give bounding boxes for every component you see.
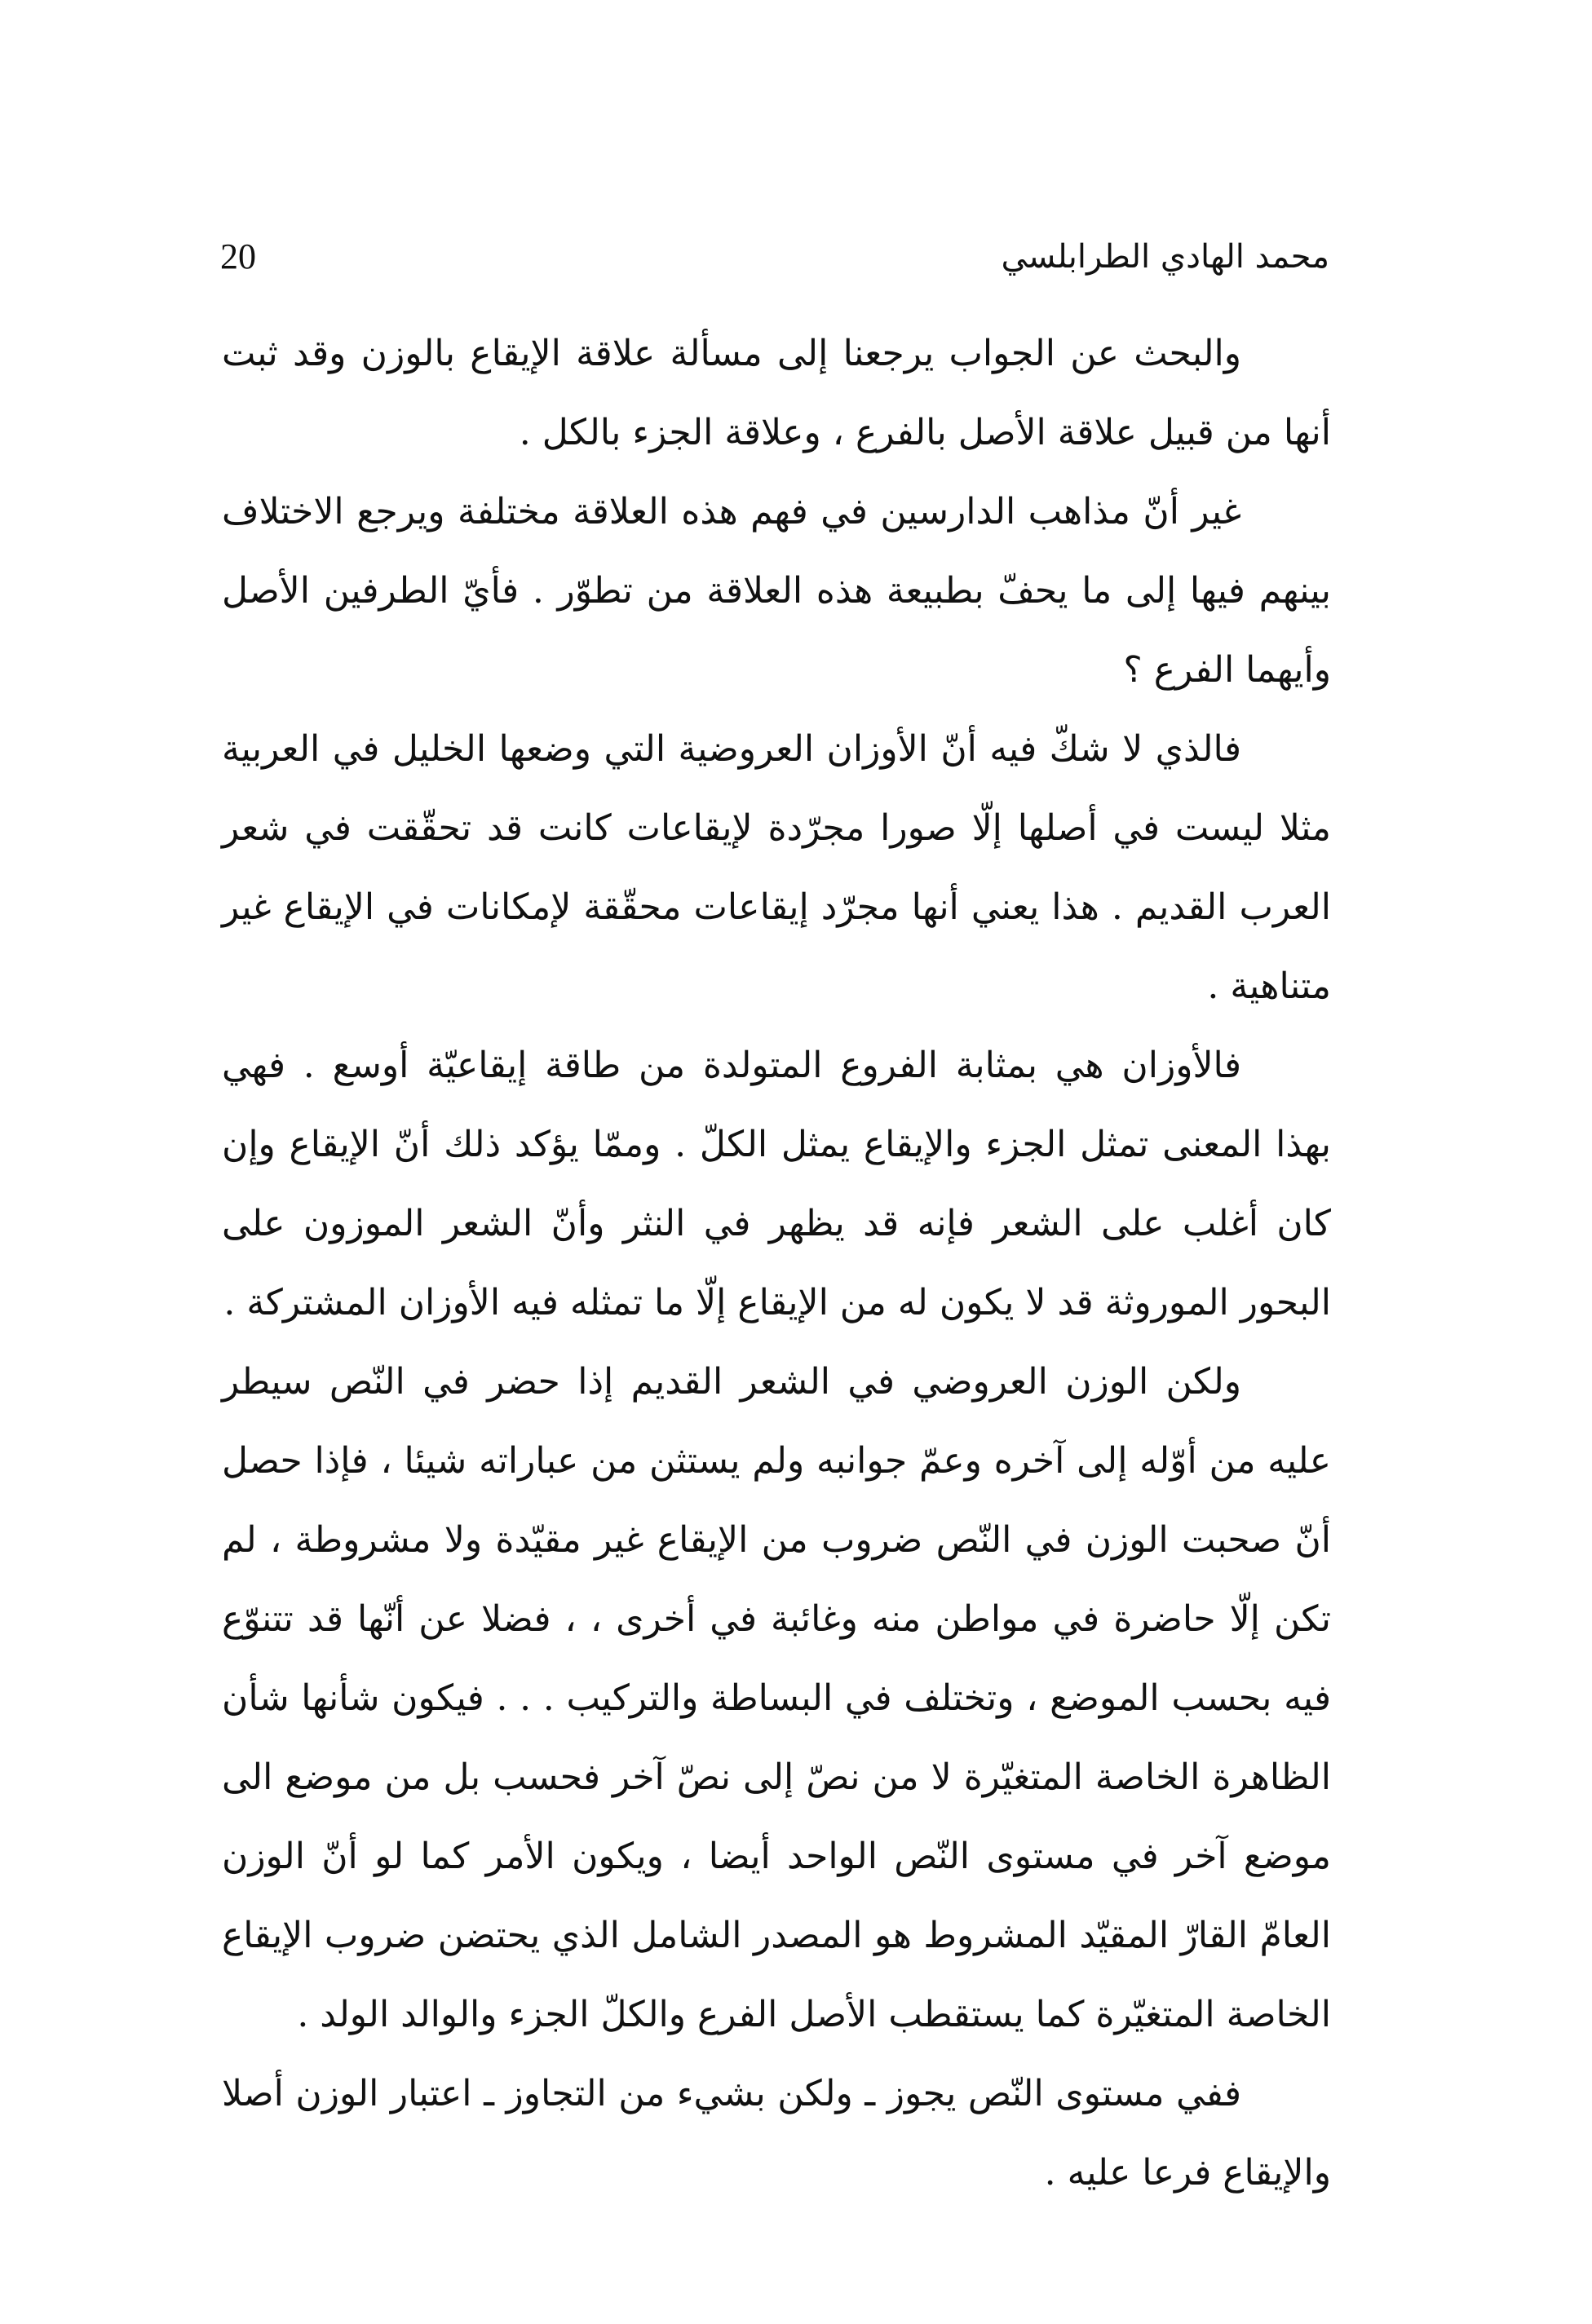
paragraph-5: ولكن الوزن العروضي في الشعر القديم إذا حضر في النّص سيطر عليه من أوّله إلى آخره وعمّ جوانبه ولم يستثن من عباراته شيئا ، فإذا حصل أنّ صحبت الوزن في النّص ضروب من الإيقاع غير مقيّدة ولا مشروطة ، لم تكن إلّا حاضرة في مواطن منه وغائبة في أخرى ، ، فضلا عن أنّها قد تتنوّع فيه بحسب الموضع ، وتختلف في البساطة والتركيب . . . فيكون شأنها شأن الظاهرة الخاصة المتغيّرة لا من نصّ إلى نصّ آخر فحسب بل من موضع الى موضع آخر في مستوى النّص الواحد أيضا ، ويكون الأمر كما لو أنّ الوزن العامّ القارّ المقيّد المشروط هو المصدر الشامل الذي يحتضن ضروب الإيقاع الخاصة المتغيّرة كما يستقطب الأصل الفرع والكلّ الجزء والوالد الولد .: [222, 1361, 1331, 2035]
paragraph-4: فالأوزان هي بمثابة الفروع المتولدة من طاقة إيقاعيّة أوسع . فهي بهذا المعنى تمثل الجزء والإيقاع يمثل الكلّ . وممّا يؤكد ذلك أنّ الإيقاع وإن كان أغلب على الشعر فإنه قد يظهر في النثر وأنّ الشعر الموزون على البحور الموروثة قد لا يكون له من الإيقاع إلّا ما تمثله فيه الأوزان المشتركة .: [222, 1045, 1331, 1323]
paragraph-1: والبحث عن الجواب يرجعنا إلى مسألة علاقة الإيقاع بالوزن وقد ثبت أنها من قبيل علاقة الأصل بالفرع ، وعلاقة الجزء بالكل .: [222, 333, 1331, 453]
body-text: [222, 314, 1331, 2212]
page-header: [220, 232, 1329, 281]
running-head-author: محمد الهادي الطرابلسي: [1001, 238, 1329, 276]
page-number: 20: [220, 236, 256, 276]
paragraph-2: غير أنّ مذاهب الدارسين في فهم هذه العلاقة مختلفة ويرجع الاختلاف بينهم فيها إلى ما يحفّ بطبيعة هذه العلاقة من تطوّر . فأيّ الطرفين الأصل وأيهما الفرع ؟: [222, 491, 1331, 691]
paragraph-3: فالذي لا شكّ فيه أنّ الأوزان العروضية التي وضعها الخليل في العربية مثلا ليست في أصلها إلّا صورا مجرّدة لإيقاعات كانت قد تحقّقت في شعر العرب القديم . هذا يعني أنها مجرّد إيقاعات محقّقة لإمكانات في الإيقاع غير متناهية .: [222, 728, 1331, 1007]
paragraph-6: ففي مستوى النّص يجوز ـ ولكن بشيء من التجاوز ـ اعتبار الوزن أصلا والإيقاع فرعا عليه .: [222, 2073, 1331, 2194]
